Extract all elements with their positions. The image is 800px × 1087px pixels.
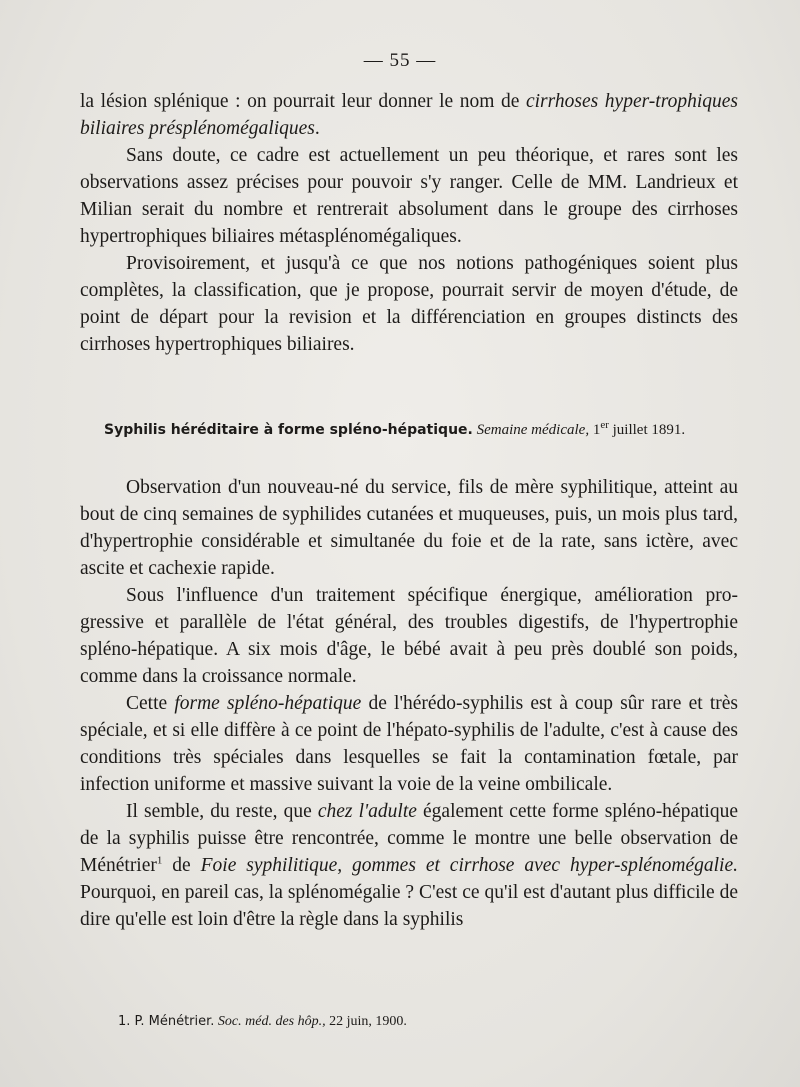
paragraph-1-text: la lésion splénique : on pourrait leur donner le nom de [80,91,526,112]
footnote-number: 1. P. Ménétrier. [118,1014,215,1029]
heading-source: Semaine médicale, [476,422,590,438]
heading-date-rest: juillet 1891. [608,422,686,438]
heading-date-sup: er [600,419,609,431]
paragraph-7-f: Pourquoi, en pareil cas, la splénomégalie ? C'est ce qu'il est d'autant plus difficile de dire qu'elle est loin d'être la règle dans la syphilis [80,882,738,930]
footnote-marker: 1 [156,854,163,867]
paragraph-7-a: Il semble, du reste, que [126,801,318,822]
paragraph-1 [80,88,738,142]
paragraph-7-c: également cette forme spléno-hépatique de la syphilis puisse être rencontrée, comme le montre une belle observation de Ménétrier [80,801,738,876]
paragraph-7-italic-2: Foie syphilitique, gommes et cirrhose avec hyper-splénomégalie. [200,855,738,876]
paragraph-7-italic-1: chez l'adulte [317,801,417,822]
paragraph-5: Sous l'influence d'un traitement spécifique énergique, amélioration pro-gressive et parallèle de l'état général, des troubles digestifs, de l'hypertrophie spléno-hépatique. A six mois d'âge, le bébé avait à peu près doublé son poids, comme dans la croissance normale. [80,585,738,687]
paragraph-2: Sans doute, ce cadre est actuellement un peu théorique, et rares sont les observations assez précises pour pouvoir s'y ranger. Celle de MM. Landrieux et Milian serait du nombre et rentrerait absolument dans le groupe des cirrhoses hypertrophiques biliaires métasplénomégaliques. [80,145,738,247]
top-text-block [80,88,738,358]
paragraph-7-d: de [162,855,201,876]
footnote-journal: Soc. méd. des hôp., [217,1014,326,1029]
paragraph-6 [80,690,738,798]
paragraph-3: Provisoirement, et jusqu'à ce que nos notions pathogéniques soient plus complètes, la classification, que je propose, pourrait servir de moyen d'étude, de point de départ pour la revision et la différenciation en groupes distincts des cirrhoses hypertrophiques biliaires. [80,253,738,355]
page-number: — 55 — [363,50,437,71]
paragraph-1-end: . [314,118,320,139]
paragraph-7 [80,798,738,933]
footnote [118,1014,407,1030]
paragraph-1-italic: cirrhoses hyper-trophiques biliaires présplénomégaliques [80,91,738,139]
heading-date-prefix: 1 [592,422,601,438]
paragraph-6-a: Cette [126,693,175,714]
heading-title: Syphilis héréditaire à forme spléno-hépatique. [104,422,473,438]
footnote-date: 22 juin, 1900. [329,1014,407,1029]
paragraph-4: Observation d'un nouveau-né du service, fils de mère syphilitique, atteint au bout de cinq semaines de syphilides cutanées et muqueuses, puis, un mois plus tard, d'hypertrophie considérable et simultanée du foie et de la rate, sans ictère, avec ascite et cachexie rapide. [80,477,738,579]
body-text-block [80,474,738,933]
section-heading [104,419,744,439]
paragraph-6-italic: forme spléno-hépatique [174,693,362,714]
paragraph-6-c: de l'hérédo-syphilis est à coup sûr rare et très spéciale, et si elle diffère à ce point de l'hépato-syphilis de l'adulte, c'est à cause des conditions très spéciales dans lesquelles se fait la contamination fœtale, par infection uniforme et massive suivant la voie de la veine ombilicale. [80,693,738,795]
